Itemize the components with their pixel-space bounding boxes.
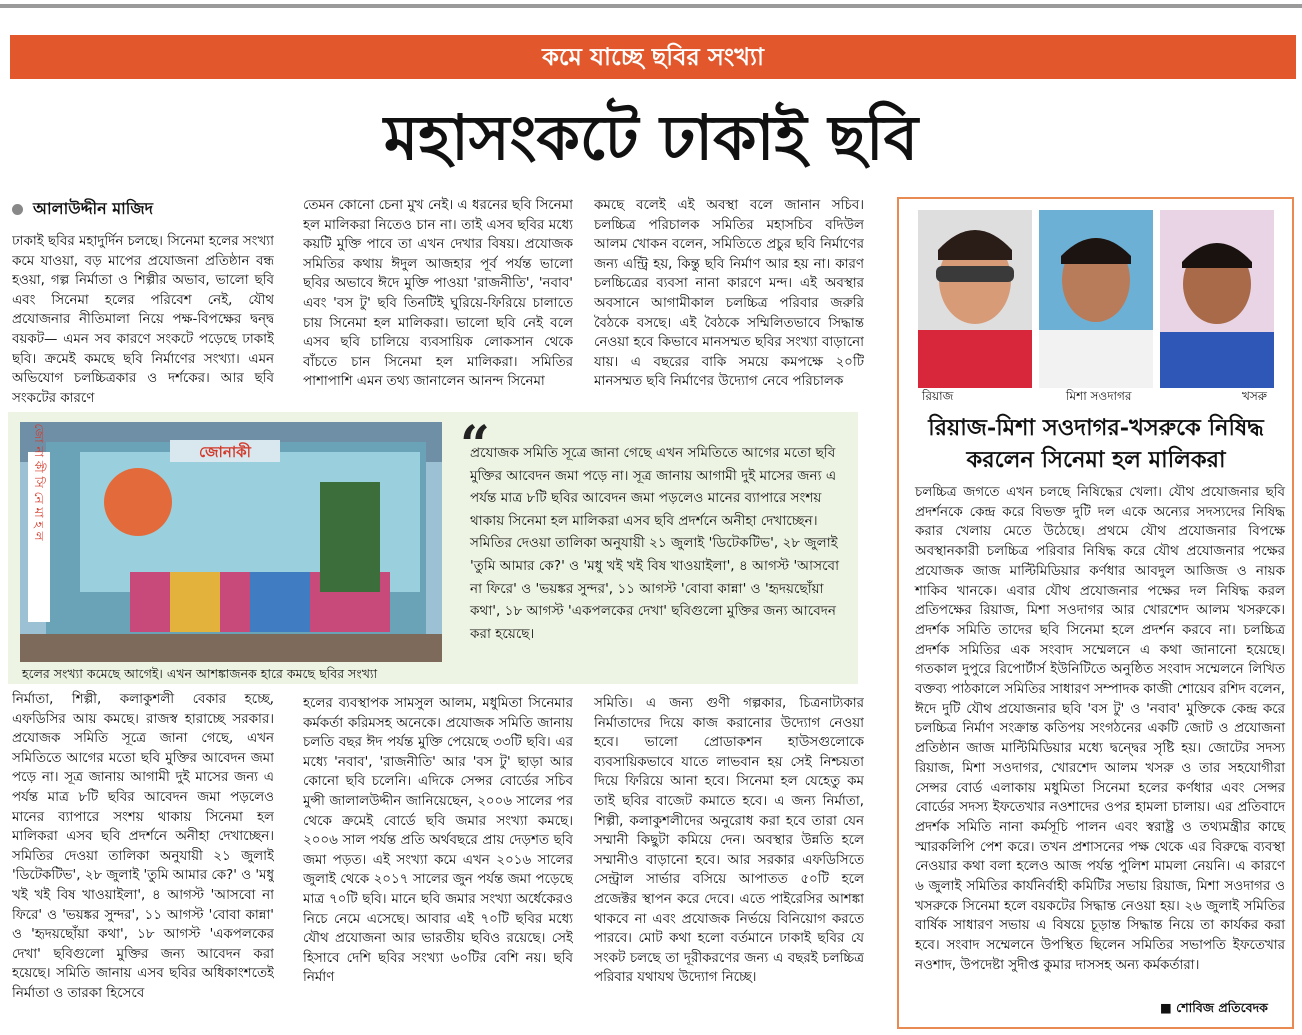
pull-quote: প্রযোজক সমিতি সূত্রে জানা গেছে এখন সমিতিতে আগের মতো ছবি মুক্তির আবেদন জমা পড়ে না। সূত্র জানায় আগামী দুই মাসের জন্য এ পর্যন্ত মাত্র ৮টি ছবির আবেদন জমা পড়লেও মানের ব্যাপারে সংশয় থাকায় সিনেমা হল মালিকরা এসব ছবি প্রদর্শনে অনীহা দেখাচ্ছেন। সমিতির দেওয়া তালিকা অনুযায়ী ২১ জুলাই 'ডিটেকটিভ', ২৮ জুলাই 'তুমি আমার কে?' ও 'মধু খই খই বিষ খাওয়াইলা', ৪ আগস্ট 'আসবো না ফিরে' ও 'ভয়ঙ্কর সুন্দর', ১১ আগস্ট 'বোবা কান্না' ও 'হৃদয়ছোঁয়া কথা', ১৮ আগস্ট 'একপলকের দেখা' ছবিগুলো মুক্তির জন্য আবেদন করা হয়েছে। (470, 445, 840, 642)
hall-sign-text: জোনাকী (199, 443, 251, 461)
sidebar-body: চলচ্চিত্র জগতে এখন চলছে নিষিদ্ধের খেলা। যৌথ প্রযোজনার ছবি প্রদর্শনকে কেন্দ্র করে বিভক্ত দুটি দল একে অন্যের সদস্যদের নিষিদ্ধ করার খেলায় মেতে উঠেছে। প্রথমে যৌথ প্রযোজনার বিপক্ষে অবস্থানকারী চলচ্চিত্র পরিবার নিষিদ্ধ করে যৌথ প্রযোজনার পক্ষের প্রযোজক জাজ মাল্টিমিডিয়ার কর্ণধার আবদুল আজিজ ও নায়ক শাকিব খানকে। এবার যৌথ প্রযোজনার পক্ষের দল নিষিদ্ধ করল প্রতিপক্ষের রিয়াজ, মিশা সওদাগর আর খোরশেদ আলম খসরুকে। প্রদর্শক সমিতি তাদের ছবি সিনেমা হলে প্রদর্শন করবে না। চলচ্চিত্র প্রদর্শক সমিতির এক সংবাদ সম্মেলনে এ কথা জানানো হয়েছে। গতকাল দুপুরে রিপোর্টার্স ইউনিটিতে অনুষ্ঠিত সংবাদ সম্মেলনে লিখিত বক্তব্য পাঠকালে সমিতির সাধারণ সম্পাদক কাজী শোয়েব রশিদ বলেন, ঈদে দুটি যৌথ প্রযোজনার ছবি 'বস টু' ও 'নবাব' মুক্তিকে কেন্দ্র করে চলচ্চিত্র নির্মাণ সংক্রান্ত কতিপয় সংগঠনের একটি জোট ও প্রযোজনা প্রতিষ্ঠান জাজ মাল্টিমিডিয়ার মধ্যে দ্বন্দ্বের সৃষ্টি হয়। জোটের সদস্য রিয়াজ, মিশা সওদাগর, খোরশেদ আলম খসরু ও তার সহযোগীরা সেন্সর বোর্ড এলাকায় মধুমিতা সিনেমা হলের কর্ণধার এবং সেন্সর বোর্ডের সদস্য ইফতেখার নওশাদের ওপর হামলা চালায়। এর প্রতিবাদে প্রদর্শক সমিতি নানা কর্মসূচি পালন এবং স্বরাষ্ট্র ও তথ্যমন্ত্রীর কাছে স্মারকলিপি পেশ করে। তখন প্রশাসনের পক্ষ থেকে এর বিরুদ্ধে ব্যবস্থা নেওয়ার কথা বলা হলেও আজ পর্যন্ত পুলিশ মামলা নেয়নি। এ কারণে ৬ জুলাই সমিতির কার্যনির্বাহী কমিটির সভায় রিয়াজ, মিশা সওদাগর ও খসরুকে সিনেমা হলে বয়কটের সিদ্ধান্ত নেওয়া হয়। ২৬ জুলাই সমিতির বার্ষিক সাধারণ সভায় এ বিষয়ে চূড়ান্ত সিদ্ধান্ত নিয়ে তা কার্যকর করা হবে। সংবাদ সম্মেলনে উপস্থিত ছিলেন সমিতির সভাপতি ইফতেখার নওশাদ, উপদেষ্টা সুদীপ্ত কুমার দাসসহ অন্য কর্মকর্তারা। (915, 485, 1285, 973)
kicker-text: কমে যাচ্ছে ছবির সংখ্যা (542, 43, 764, 71)
name-label-khasru: খসরু (1242, 389, 1268, 403)
photo-quote-panel (8, 412, 858, 684)
misha-sawdagar-photo (1039, 210, 1153, 388)
article-column-1-bottom: নির্মাতা, শিল্পী, কলাকুশলী বেকার হচ্ছে, এফডিসির আয় কমছে। রাজস্ব হারাচ্ছে সরকার। প্রযোজক সমিতি সূত্রে জানা গেছে, এখন সমিতিতে আগের মতো ছবি মুক্তির আবেদন জমা পড়ে না। সূত্র জানায় আগামী দুই মাসের জন্য এ পর্যন্ত মাত্র ৮টি ছবির আবেদন জমা পড়লেও মানের ব্যাপারে সংশয় থাকায় সিনেমা হল মালিকরা এসব ছবি প্রদর্শনে অনীহা দেখাচ্ছেন। সমিতির দেওয়া তালিকা অনুযায়ী ২১ জুলাই 'ডিটেকটিভ', ২৮ জুলাই 'তুমি আমার কে?' ও 'মধু খই খই বিষ খাওয়াইলা', ৪ আগস্ট 'আসবো না ফিরে' ও 'ভয়ঙ্কর সুন্দর', ১১ আগস্ট 'বোবা কান্না' ও 'হৃদয়ছোঁয়া কথা', ১৮ আগস্ট 'একপলকের দেখা' ছবিগুলো মুক্তির জন্য আবেদন করা হয়েছে। সমিতি জানায় এসব ছবির অধিকাংশতেই নির্মাতা ও তারকা হিসেবে (12, 692, 274, 1001)
sidebar-title: রিয়াজ-মিশা সওদাগর-খসরুকে নিষিদ্ধ করলেন সিনেমা হল মালিকরা (928, 415, 1264, 473)
cinema-hall-photo (20, 422, 442, 662)
portrait-khasru (1160, 210, 1274, 388)
portrait-riaz (918, 210, 1032, 388)
hall-vertical-sign-text: জো না কী সি নে মা হ ল (32, 423, 46, 541)
top-rule (0, 4, 1302, 8)
sidebar-credit: ■ শোবিজ প্রতিবেদক (1160, 1000, 1268, 1015)
name-label-misha-sawdagar: মিশা সওদাগর (1066, 389, 1132, 403)
article-column-2-bottom: হলের ব্যবস্থাপক সামসুল আলম, মধুমিতা সিনেমার কর্মকর্তা করিমসহ অনেকে। প্রযোজক সমিতি জানায় চলতি বছর ঈদ পর্যন্ত মুক্তি পেয়েছে ৩৩টি ছবি। এর মধ্যে 'নবাব', 'রাজনীতি' আর 'বস টু' ছাড়া আর কোনো ছবি চলেনি। এদিকে সেন্সর বোর্ডের সচিব মুন্সী জালালউদ্দীন জানিয়েছেন, ২০০৬ সালের পর থেকে ক্রমেই বোর্ডে ছবি জমার সংখ্যা কমছে। ২০০৬ সাল পর্যন্ত প্রতি অর্থবছরে প্রায় দেড়শত ছবি জমা পড়ত। এই সংখ্যা কমে এখন ২০১৬ সালের জুলাই থেকে ২০১৭ সালের জুন পর্যন্ত জমা পড়েছে মাত্র ৭০টি ছবি। মানে ছবি জমার সংখ্যা অর্ধেকেরও নিচে নেমে এসেছে। আবার এই ৭০টি ছবির মধ্যে যৌথ প্রযোজনা আর ভারতীয় ছবিও রয়েছে। সেই হিসাবে দেশি ছবির সংখ্যা ৬০টির বেশি নয়। ছবি নির্মাণ (303, 696, 573, 986)
byline-name: আলাউদ্দীন মাজিদ (33, 199, 154, 218)
article-column-2-top: তেমন কোনো চেনা মুখ নেই। এ ধরনের ছবি সিনেমা হল মালিকরা নিতেও চান না। তাই এসব ছবির মধ্যে কয়টি মুক্তি পাবে তা এখন দেখার বিষয়। প্রযোজক সমিতির কথায় ঈদুল আজহার পূর্ব পর্যন্ত ভালো ছবির অভাবে ঈদে মুক্তি পাওয়া 'রাজনীতি', 'নবাব' এবং 'বস টু' ছবি তিনটিই ঘুরিয়ে-ফিরিয়ে চালাতে চায় সিনেমা হল মালিকরা। ভালো ছবি নেই বলে এসব ছবি চালিয়ে ব্যবসায়িক লোকসান থেকে বাঁচতে চান সিনেমা হল মালিকরা। সমিতির পাশাপাশি এমন তথ্য জানালেন আনন্দ সিনেমা (303, 198, 573, 390)
article-column-1-top: ঢাকাই ছবির মহাদুর্দিন চলছে। সিনেমা হলের সংখ্যা কমে যাওয়া, বড় মাপের প্রযোজনা প্রতিষ্ঠান বন্ধ হওয়া, গল্প নির্মাতা ও শিল্পীর অভাব, ভালো ছবি এবং সিনেমা হলের পরিবেশ নেই, যৌথ প্রযোজনার নীতিমালা নিয়ে পক্ষ-বিপক্ষের দ্বন্দ্ব বয়কট— এমন সব কারণে সংকটে পড়েছে ঢাকাই ছবি। ক্রমেই কমছে ছবি নির্মাণের সংখ্যা। এমন অভিযোগ চলচ্চিত্রকার ও দর্শকের। আর ছবি সংকটের কারণে (12, 234, 274, 406)
article-column-3-bottom: সমিতি। এ জন্য গুণী গল্পকার, চিত্রনাট্যকার নির্মাতাদের দিয়ে কাজ করানোর উদ্যোগ নেওয়া হবে। ভালো প্রোডাকশন হাউসগুলোকে ব্যবসায়িকভাবে যাতে লাভবান হয় সেই নিশ্চয়তা দিয়ে ফিরিয়ে আনা হবে। সিনেমা হল যেহেতু কম তাই ছবির বাজেট কমাতে হবে। এ জন্য নির্মাতা, শিল্পী, কলাকুশলীদের অনুরোধ করা হবে তারা যেন সম্মানী কিছুটা কমিয়ে দেন। অবস্থার উন্নতি হলে সম্মানীও বাড়ানো হবে। আর সরকার এফডিসিতে সেন্ট্রাল সার্ভার বসিয়ে আপাতত ৫০টি হলে প্রজেক্টর স্থাপন করে দেবে। এতে পাইরেসির আশঙ্কা থাকবে না এবং প্রযোজক নির্ভয়ে বিনিয়োগ করতে পারবে। মোট কথা হলো বর্তমানে ঢাকাই ছবির যে সংকট চলছে তা দূরীকরণের জন্য এ বছরই চলচ্চিত্র পরিবার যথাযথ উদ্যোগ নিচ্ছে। (594, 696, 864, 986)
name-label-riaz: রিয়াজ (922, 389, 954, 403)
byline (12, 196, 153, 223)
riaz-photo (918, 210, 1032, 388)
portrait-misha-sawdagar (1039, 210, 1153, 388)
cinema-hall-illustration (20, 422, 442, 662)
kicker-bar (10, 35, 1296, 79)
bullet-icon (12, 204, 23, 215)
headline: মহাসংকটে ঢাকাই ছবি (383, 101, 919, 174)
photo-caption: হলের সংখ্যা কমেছে আগেই। এখন আশঙ্কাজনক হারে কমছে ছবির সংখ্যা (22, 666, 378, 681)
quote-mark-icon: “ (460, 415, 490, 476)
khasru-photo (1160, 210, 1274, 388)
article-column-3-top: কমছে বলেই এই অবস্থা বলে জানান সচিব। চলচ্চিত্র পরিচালক সমিতির মহাসচিব বদিউল আলম খোকন বলেন, সমিতিতে প্রচুর ছবি নির্মাণের জন্য এন্ট্রি হয়, কিন্তু ছবি নির্মাণ আর হয় না। কারণ চলচ্চিত্রের ব্যবসা নানা কারণে মন্দ। এই অবস্থার অবসানে আগামীকাল চলচ্চিত্র পরিবার জরুরি বৈঠকে বসছে। এই বৈঠকে সম্মিলিতভাবে সিদ্ধান্ত নেওয়া হবে কিভাবে মানসম্মত ছবির সংখ্যা বাড়ানো যায়। এ বছরের বাকি সময়ে কমপক্ষে ২০টি মানসম্মত ছবি নির্মাণের উদ্যোগ নেবে পরিচালক (594, 198, 864, 390)
